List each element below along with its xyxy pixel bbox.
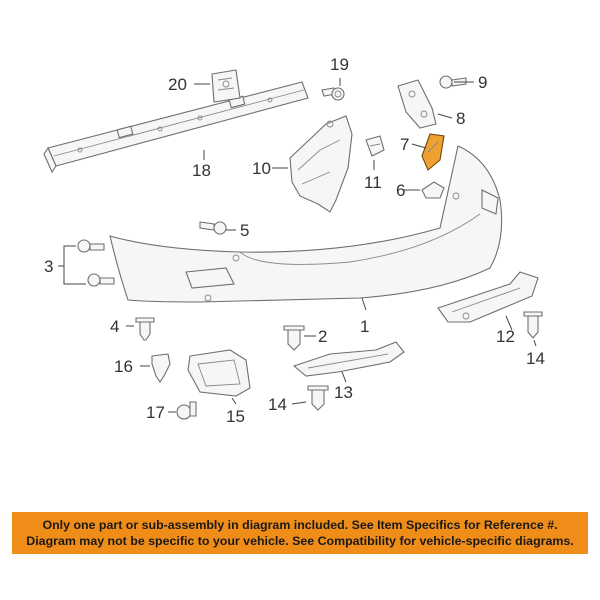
callout-6: 6 — [396, 181, 406, 200]
callout-4: 4 — [110, 317, 120, 336]
part-5-screw — [200, 222, 226, 234]
callout-10: 10 — [252, 159, 271, 178]
part-6-clip — [422, 182, 444, 198]
part-7-retainer-highlighted — [422, 134, 444, 170]
callout-7: 7 — [400, 135, 410, 154]
callout-3: 3 — [44, 257, 54, 276]
callout-13: 13 — [334, 383, 353, 402]
part-14-clip-right — [524, 312, 542, 338]
callout-19: 19 — [330, 55, 349, 74]
callout-2: 2 — [318, 327, 328, 346]
callout-14-right: 14 — [526, 349, 545, 368]
callout-18: 18 — [192, 161, 211, 180]
part-10-side-bracket — [290, 116, 352, 212]
disclaimer-banner — [12, 512, 588, 554]
callout-1: 1 — [360, 317, 370, 336]
part-13-center-retainer — [294, 342, 404, 376]
callout-8: 8 — [456, 109, 466, 128]
callout-16: 16 — [114, 357, 133, 376]
callout-15: 15 — [226, 407, 245, 426]
part-15-reflector-bracket — [188, 350, 250, 396]
part-20-beam-bracket — [212, 70, 240, 102]
callout-14-left: 14 — [268, 395, 287, 414]
part-14-clip-left — [308, 386, 328, 410]
part-8-upper-bracket — [398, 80, 436, 128]
callout-12: 12 — [496, 327, 515, 346]
part-19-bolt — [322, 88, 344, 100]
part-3-screws — [78, 240, 114, 286]
part-16-clip — [152, 354, 170, 382]
callout-5: 5 — [240, 221, 250, 240]
callout-11: 11 — [364, 173, 382, 192]
part-17-screw — [177, 402, 196, 419]
disclaimer-line-1: Only one part or sub-assembly in diagram included. See Item Specifics for Reference #. — [42, 518, 558, 532]
part-4-clip — [136, 318, 154, 340]
callout-9: 9 — [478, 73, 488, 92]
callout-20: 20 — [168, 75, 187, 94]
callout-17: 17 — [146, 403, 165, 422]
part-11-clip — [366, 136, 384, 156]
part-2-clip — [284, 326, 304, 350]
disclaimer-line-2: Diagram may not be specific to your vehicle. See Compatibility for vehicle-specific diagrams. — [26, 534, 574, 548]
